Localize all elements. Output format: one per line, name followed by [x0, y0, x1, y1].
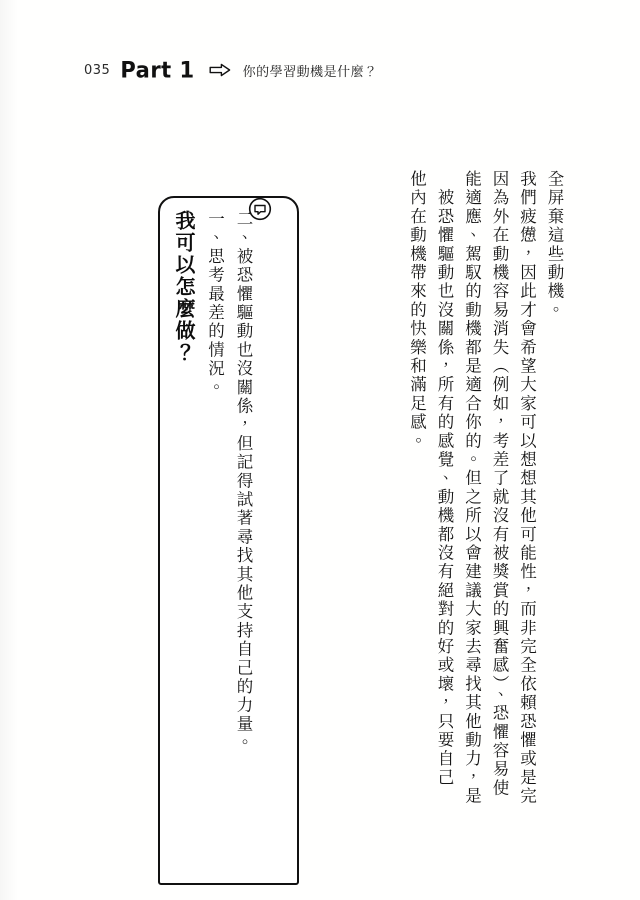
body-column: 能適應、駕馭的動機都是適合你的。但之所以會建議大家去尋找其他動力，是	[462, 170, 482, 806]
body-column: 全屏棄這些動機。	[545, 170, 564, 320]
page-edge-shadow	[0, 0, 18, 900]
running-head	[84, 58, 378, 82]
right-arrow-icon	[209, 63, 231, 77]
callout-item: 二、被恐懼驅動也沒關係，但記得試著尋找其他支持自己的力量。	[234, 210, 253, 753]
callout-item: 一、思考最差的情況。	[205, 210, 225, 397]
callout-box	[158, 196, 299, 885]
body-column: 被恐懼驅動也沒關係，所有的感覺、動機都沒有絕對的好或壞，只要自己	[435, 170, 454, 788]
part-label: Part 1	[120, 57, 195, 83]
body-column: 因為外在動機容易消失（例如，考差了就沒有被獎賞的興奮感）、恐懼容易使	[490, 170, 509, 798]
body-text	[397, 170, 562, 810]
body-column: 他內在動機帶來的快樂和滿足感。	[407, 170, 427, 451]
page-number: 035	[84, 62, 111, 78]
callout-heading: 我可以怎麼做？	[172, 210, 196, 364]
body-column: 我們疲憊，因此才會希望大家可以想想其他可能性，而非完全依賴恐懼或是完	[517, 170, 537, 806]
chapter-title: 你的學習動機是什麼？	[242, 64, 378, 80]
